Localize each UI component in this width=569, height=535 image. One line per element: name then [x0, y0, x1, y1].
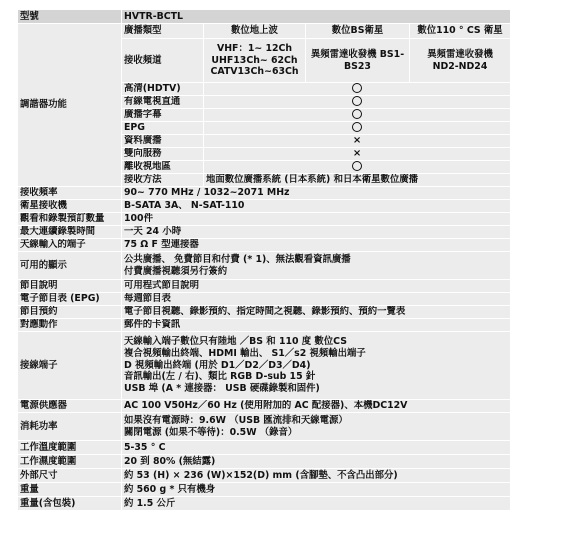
circle-mark-icon — [352, 83, 362, 93]
feature-mark — [204, 109, 511, 122]
circle-mark-icon — [352, 96, 362, 106]
terrestrial-channel-catv: CATV13Ch~63Ch — [210, 66, 299, 78]
feature-name: 雙向服務 — [122, 148, 204, 161]
spec-value: 100件 — [122, 213, 511, 226]
spec-value: 公共廣播、 免費節目和付費 (* 1)、無法觀看資訊廣播 付費廣播視聽須另行簽約 — [122, 252, 511, 280]
col-terrestrial: 數位地上波 — [204, 24, 306, 39]
spec-row — [18, 319, 511, 332]
spec-value: 地面數位廣播系統 (日本系統) 和日本衛星數位廣播 — [204, 174, 511, 187]
spec-value: 約 560 g * 只有機身 — [122, 483, 511, 497]
spec-value: 約 53 (H) × 236 (W)×152(D) mm (含腳墊、不含凸出部分) — [122, 469, 511, 483]
feature-mark — [204, 83, 511, 96]
feature-name: 廣播字幕 — [122, 109, 204, 122]
cs-channels: 異頻雷達收發機 ND2-ND24 — [410, 39, 511, 83]
spec-value: 每週節目表 — [122, 293, 511, 306]
spec-label: 工作溫度範圍 — [18, 441, 122, 455]
spec-row — [18, 469, 511, 483]
spec-label: 接收頻率 — [18, 187, 122, 200]
spec-value: 電子節目視聽、錄影預約、指定時間之視聽、錄影預約、預約一覽表 — [122, 306, 511, 319]
feature-name: 高清(HDTV) — [122, 83, 204, 96]
cross-mark-icon: × — [204, 148, 511, 161]
broadcast-type-label: 廣播類型 — [122, 24, 204, 39]
spec-value: 可用程式節目說明 — [122, 280, 511, 293]
spec-row — [18, 400, 511, 413]
spec-label: 對應動作 — [18, 319, 122, 332]
terrestrial-channels — [204, 39, 306, 83]
spec-value: 約 1.5 公斤 — [122, 497, 511, 511]
feature-name: 離收視地區 — [122, 161, 204, 174]
cross-mark-icon: × — [204, 135, 511, 148]
spec-label: 觀看和錄製預訂數量 — [18, 213, 122, 226]
spec-row — [18, 213, 511, 226]
spec-label: 重量 — [18, 483, 122, 497]
spec-value: 90~ 770 MHz / 1032~2071 MHz — [122, 187, 511, 200]
spec-row — [18, 413, 511, 441]
spec-label: 工作濕度範圍 — [18, 455, 122, 469]
spec-value: 75 Ω F 型連接器 — [122, 239, 511, 252]
spec-row — [18, 226, 511, 239]
model-label: 型號 — [18, 10, 122, 24]
feature-mark — [204, 161, 511, 174]
spec-value: B-SATA 3A、 N-SAT-110 — [122, 200, 511, 213]
circle-mark-icon — [352, 122, 362, 132]
feature-mark — [204, 122, 511, 135]
spec-label: 外部尺寸 — [18, 469, 122, 483]
feature-name: 資料廣播 — [122, 135, 204, 148]
spec-label: 接線端子 — [18, 332, 122, 400]
header-row — [18, 10, 511, 24]
spec-row — [18, 332, 511, 400]
spec-row — [18, 455, 511, 469]
terrestrial-channel-vhf: VHF：1~ 12Ch — [216, 42, 293, 54]
spec-row — [18, 441, 511, 455]
spec-value: 如果沒有電源時：9.6W （USB 匯流排和天線電源） 關閉電源 (如果不等待)：0.5W （錄音） — [122, 413, 511, 441]
spec-label: 電源供應器 — [18, 400, 122, 413]
spec-label: 電子節目表 (EPG) — [18, 293, 122, 306]
spec-value: 5-35 ° C — [122, 441, 511, 455]
circle-mark-icon — [352, 109, 362, 119]
bs-channels: 異頻雷達收發機 BS1- BS23 — [306, 39, 410, 83]
spec-row — [18, 497, 511, 511]
spec-label: 重量(含包裝) — [18, 497, 122, 511]
tuner-function-label: 調諧器功能 — [18, 24, 122, 187]
spec-value: AC 100 V50Hz／60 Hz (使用附加的 AC 配接器)、本機DC12V — [122, 400, 511, 413]
spec-label: 節目說明 — [18, 280, 122, 293]
feature-name: 有線電視直通 — [122, 96, 204, 109]
spec-row — [18, 293, 511, 306]
spec-label: 天線輸入的端子 — [18, 239, 122, 252]
spec-label: 衛星接收機 — [18, 200, 122, 213]
spec-row — [18, 200, 511, 213]
spec-value: 天線輸入端子數位只有陸地 ／BS 和 110 度 數位CS 複合視頻輸出終端、HDMI 輸出、 S1／s2 視頻輸出端子 D 視頻輸出終端 (用於 D1／D2／D3／D4) 音訊輸出(左 / 右)、類比 RGB D-sub 15 針 USB 埠 (A * 連接器： USB 硬碟錄製和固件) — [122, 332, 511, 400]
spec-row — [18, 239, 511, 252]
terrestrial-channel-uhf: UHF13Ch~ 62Ch — [211, 54, 298, 66]
col-bs: 數位BS衛星 — [306, 24, 410, 39]
spec-value: 一天 24 小時 — [122, 226, 511, 239]
channel-label: 接收頻道 — [122, 39, 204, 83]
spec-row — [18, 252, 511, 280]
broadcast-type-row — [18, 24, 511, 39]
spec-label: 消耗功率 — [18, 413, 122, 441]
spec-row — [18, 187, 511, 200]
spec-label: 節目預約 — [18, 306, 122, 319]
spec-row — [18, 483, 511, 497]
spec-label: 最大連續錄製時間 — [18, 226, 122, 239]
model-value: HVTR-BCTL — [122, 10, 511, 24]
spec-value: 20 到 80% (無結露) — [122, 455, 511, 469]
spec-row — [18, 280, 511, 293]
feature-mark — [204, 96, 511, 109]
spec-row — [18, 306, 511, 319]
circle-mark-icon — [352, 161, 362, 171]
feature-name: EPG — [122, 122, 204, 135]
spec-table — [17, 9, 511, 511]
spec-label: 可用的顯示 — [18, 252, 122, 280]
spec-label: 接收方法 — [122, 174, 204, 187]
spec-value: 郵件的卡資訊 — [122, 319, 511, 332]
col-cs: 數位110 ° CS 衛星 — [410, 24, 511, 39]
